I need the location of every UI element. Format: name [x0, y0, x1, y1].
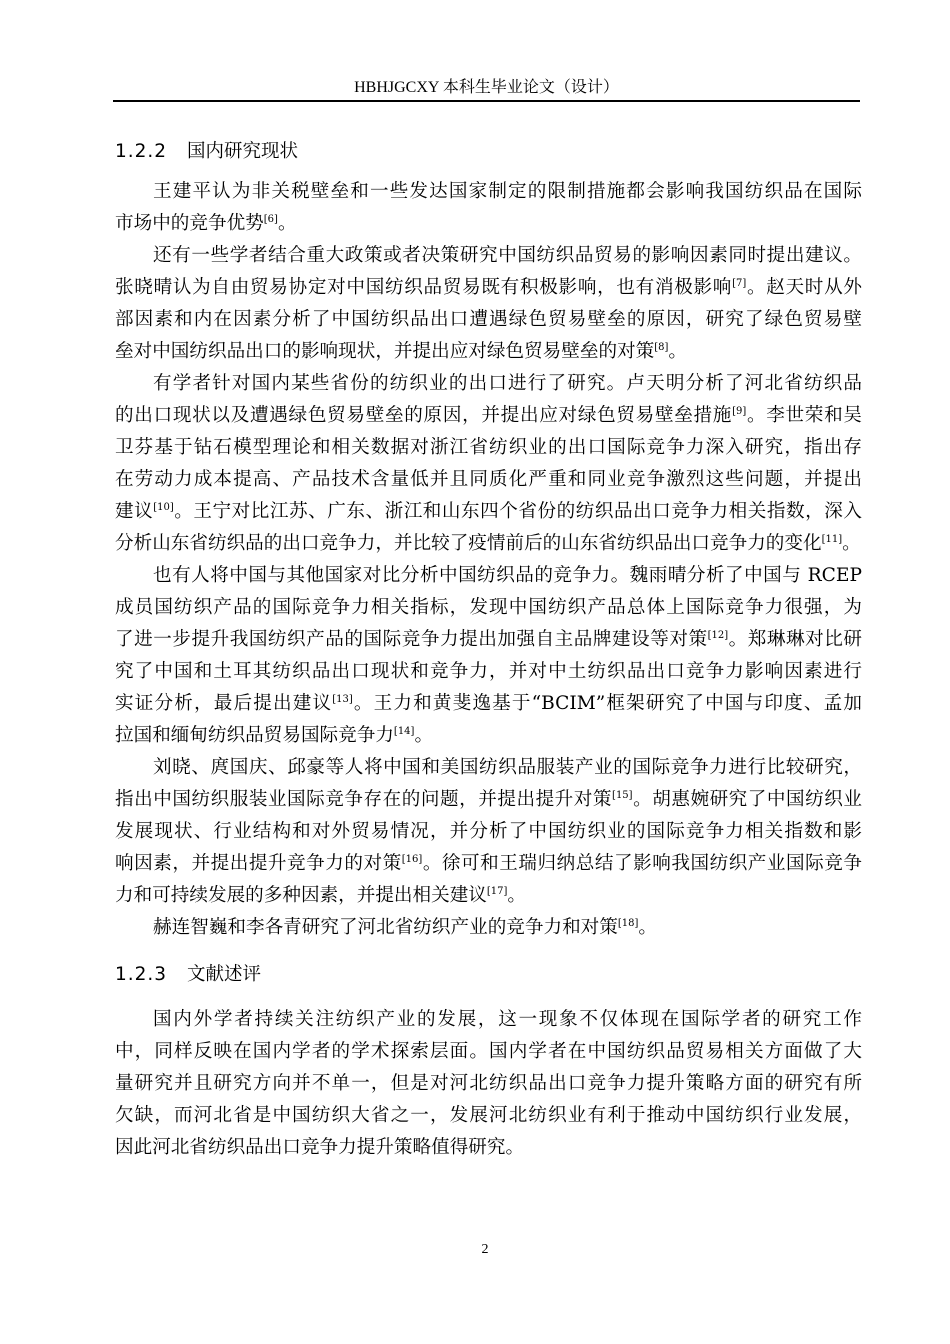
citation-ref: [10]	[153, 502, 174, 513]
paragraph	[115, 240, 862, 368]
text-segment: 刘晓、庹国庆、邱豪等人将中国和美国纺织品服装产业的国际竞争力进行比较研究，	[153, 757, 862, 778]
text-segment: 。	[668, 341, 688, 362]
text-line	[115, 1004, 862, 1036]
citation-ref: [13]	[332, 694, 353, 705]
citation-ref: [17]	[486, 886, 508, 897]
text-segment: 。	[277, 213, 297, 234]
text-segment: 在劳动力成本提高、产品技术含量低并且同质化严重和同业竞争激烈这些问题，并提出	[115, 469, 862, 490]
citation-ref: [18]	[617, 918, 639, 929]
text-segment: 垒对中国纺织品出口的影响现状，并提出应对绿色贸易壁垒的对策	[115, 341, 655, 362]
text-line	[115, 752, 862, 784]
citation-ref: [9]	[732, 406, 747, 417]
paragraph	[115, 560, 862, 752]
paragraph	[115, 752, 862, 912]
text-segment: 拉国和缅甸纺织品贸易国际竞争力	[115, 725, 394, 746]
text-segment: 响因素，并提出提升竞争力的对策	[115, 853, 402, 874]
text-segment: 的出口现状以及遭遇绿色贸易壁垒的原因，并提出应对绿色贸易壁垒措施	[115, 405, 733, 426]
text-line	[115, 368, 862, 400]
text-segment: 了进一步提升我国纺织产品的国际竞争力提出加强自主品牌建设等对策	[115, 629, 708, 650]
text-segment: 。徐可和王瑞归纳总结了影响我国纺织产业国际竞争	[422, 853, 862, 874]
text-segment: 量研究并且研究方向并不单一，但是对河北纺织品出口竞争力提升策略方面的研究有所	[115, 1073, 862, 1094]
text-line	[115, 336, 862, 368]
text-line	[115, 656, 862, 688]
section-heading-1-2-3	[115, 959, 261, 991]
text-line	[115, 176, 862, 208]
section-number: 1.2.2	[115, 141, 168, 162]
text-line	[115, 1036, 862, 1068]
text-segment: 卫芬基于钻石模型理论和相关数据对浙江省纺织业的出口国际竞争力深入研究，指出存	[115, 437, 862, 458]
text-segment: 成员国纺织产品的国际竞争力相关指标，发现中国纺织产品总体上国际竞争力很强，为	[115, 597, 862, 618]
page-number: 2	[481, 1242, 489, 1257]
citation-ref: [15]	[612, 790, 633, 801]
text-segment: 。李世荣和吴	[746, 405, 862, 426]
text-segment: 王建平认为非关税壁垒和一些发达国家制定的限制措施都会影响我国纺织品在国际	[153, 181, 862, 202]
text-segment: 国内外学者持续关注纺织产业的发展，这一现象不仅体现在国际学者的研究工作	[153, 1009, 862, 1030]
text-line	[115, 464, 862, 496]
text-line	[115, 880, 862, 912]
section-body-1-2-3	[115, 1004, 862, 1164]
section-body-1-2-2	[115, 176, 862, 944]
text-segment: 。	[638, 917, 657, 938]
citation-ref: [16]	[401, 854, 423, 865]
text-segment: 中，同样反映在国内学者的学术探索层面。国内学者在中国纺织品贸易相关方面做了大	[115, 1041, 862, 1062]
section-number: 1.2.3	[115, 964, 168, 985]
text-segment: 有学者针对国内某些省份的纺织业的出口进行了研究。卢天明分析了河北省纺织品	[153, 373, 862, 394]
section-title: 文献述评	[187, 964, 262, 985]
text-line	[115, 688, 862, 720]
text-segment: 。	[414, 725, 434, 746]
paragraph	[115, 912, 862, 944]
text-line	[115, 1068, 862, 1100]
citation-ref: [11]	[821, 534, 843, 545]
text-segment: 张晓晴认为自由贸易协定对中国纺织品贸易既有积极影响，也有消极影响	[115, 277, 733, 298]
text-line	[115, 560, 862, 592]
header-rule	[113, 100, 860, 102]
text-segment: 指出中国纺织服装业国际竞争存在的问题，并提出提升对策	[115, 789, 613, 810]
text-line	[115, 592, 862, 624]
text-segment: 。郑琳琳对比研	[728, 629, 862, 650]
text-segment: 还有一些学者结合重大政策或者决策研究中国纺织品贸易的影响因素同时提出建议。	[153, 245, 862, 266]
citation-ref: [6]	[263, 214, 278, 225]
text-line	[115, 848, 862, 880]
text-segment: 部因素和内在因素分析了中国纺织品出口遭遇绿色贸易壁垒的原因，研究了绿色贸易壁	[115, 309, 862, 330]
text-segment: 也有人将中国与其他国家对比分析中国纺织品的竞争力。魏雨晴分析了中国与 RCEP	[153, 565, 862, 586]
text-segment: 。胡惠婉研究了中国纺织业	[632, 789, 862, 810]
text-segment: 。赵天时从外	[746, 277, 862, 298]
text-segment: 力和可持续发展的多种因素，并提出相关建议	[115, 885, 487, 906]
text-line	[115, 816, 862, 848]
text-segment: 欠缺，而河北省是中国纺织大省之一，发展河北纺织业有利于推动中国纺织行业发展，	[115, 1105, 862, 1126]
text-line	[115, 272, 862, 304]
text-line	[115, 400, 862, 432]
text-line	[115, 304, 862, 336]
text-line	[115, 528, 862, 560]
text-line	[115, 240, 862, 272]
citation-ref: [7]	[732, 278, 747, 289]
paragraph	[115, 1004, 862, 1164]
text-segment: 。王力和黄斐逸基于“BCIM”框架研究了中国与印度、孟加	[352, 693, 862, 714]
text-segment: 分析山东省纺织品的出口竞争力，并比较了疫情前后的山东省纺织品出口竞争力的变化	[115, 533, 822, 554]
text-segment: 市场中的竞争优势	[115, 213, 264, 234]
text-segment: 因此河北省纺织品出口竞争力提升策略值得研究。	[115, 1137, 525, 1158]
text-segment: 。	[507, 885, 527, 906]
citation-ref: [14]	[393, 726, 415, 737]
text-segment: 。王宁对比江苏、广东、浙江和山东四个省份的纺织品出口竞争力相关指数，深入	[173, 501, 862, 522]
text-line	[115, 784, 862, 816]
text-line	[115, 432, 862, 464]
text-segment: 。	[842, 533, 861, 554]
text-line	[115, 1132, 862, 1164]
text-line	[115, 496, 862, 528]
citation-ref: [12]	[707, 630, 729, 641]
section-title: 国内研究现状	[187, 141, 299, 162]
section-heading-1-2-2	[115, 136, 298, 168]
text-segment: 究了中国和土耳其纺织品出口现状和竞争力，并对中土纺织品出口竞争力影响因素进行	[115, 661, 862, 682]
citation-ref: [8]	[654, 342, 669, 353]
page-header: HBHJGCXY 本科生毕业论文（设计）	[354, 79, 619, 96]
text-line	[115, 912, 862, 944]
text-segment: 发展现状、行业结构和对外贸易情况，并分析了中国纺织业的国际竞争力相关指数和影	[115, 821, 862, 842]
text-line	[115, 1100, 862, 1132]
text-line	[115, 720, 862, 752]
text-segment: 建议	[115, 501, 154, 522]
text-segment: 实证分析，最后提出建议	[115, 693, 333, 714]
text-line	[115, 208, 862, 240]
text-segment: 赫连智巍和李各青研究了河北省纺织产业的竞争力和对策	[153, 917, 618, 938]
paragraph	[115, 176, 862, 240]
text-line	[115, 624, 862, 656]
paragraph	[115, 368, 862, 560]
